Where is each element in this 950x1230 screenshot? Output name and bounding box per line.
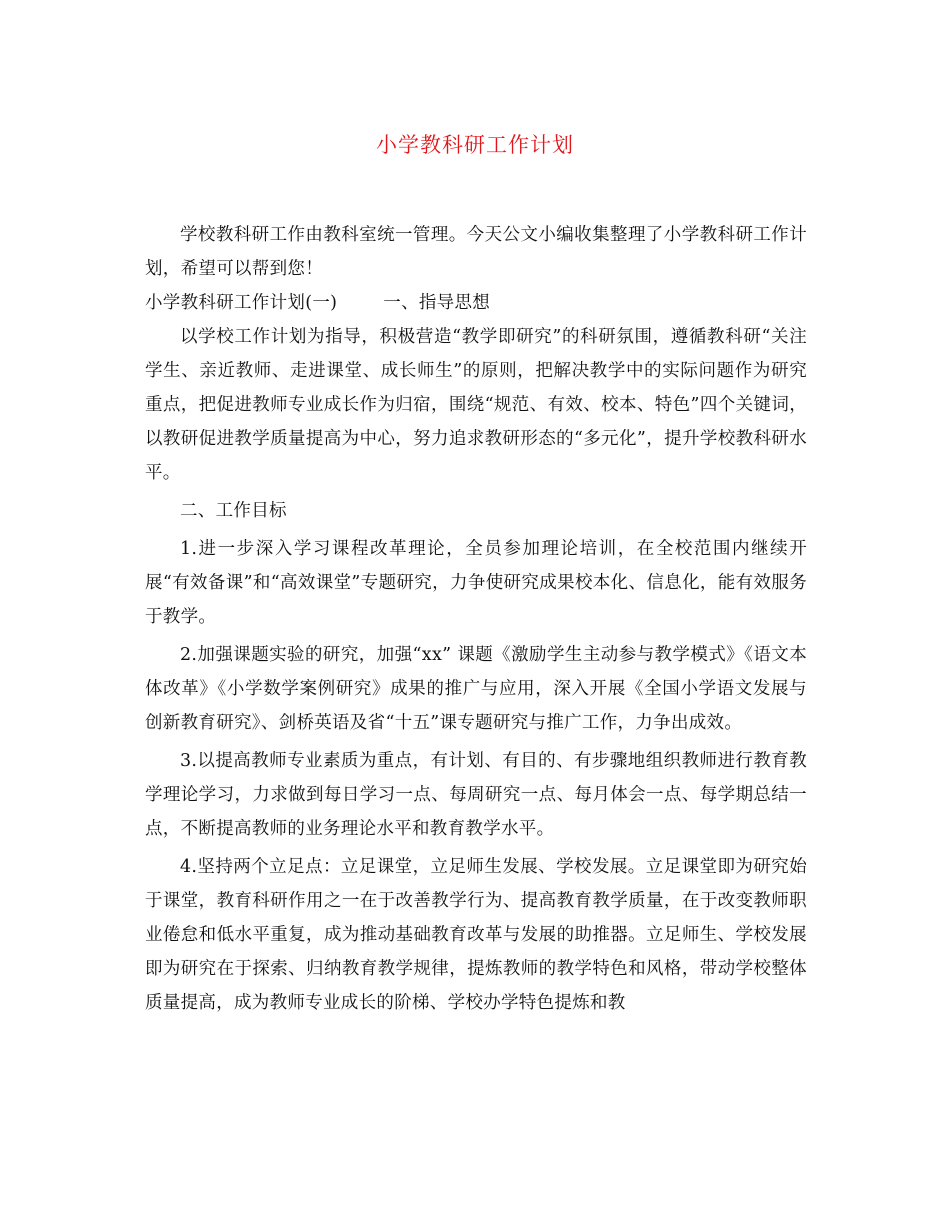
plan-heading: 小学教科研工作计划(一) xyxy=(145,293,338,313)
goal-2-paragraph: 2.加强课题实验的研究，加强“xx” 课题《激励学生主动参与教学模式》《语文本体改革》《小学数学案例研究》成果的推广与应用，深入开展《全国小学语文发展与创新教育研究》、剑桥英语及省“十五”课专题研究与推广工作，力争出成效。 xyxy=(145,645,807,733)
goal-4-paragraph: 4.坚持两个立足点：立足课堂，立足师生发展、学校发展。立足课堂即为研究始于课堂，教育科研作用之一在于改善教学行为、提高教育教学质量，在于改变教师职业倦怠和低水平重复，成为推动基础教育改革与发展的助推器。立足师生、学校发展即为研究在于探索、归纳教育教学规律，提炼教师的教学特色和风格，带动学校整体质量提高，成为教师专业成长的阶梯、学校办学特色提炼和教 xyxy=(145,857,807,1013)
section1-heading: 一、指导思想 xyxy=(383,293,491,313)
plan-heading-line xyxy=(145,286,807,320)
intro-paragraph: 学校教科研工作由教科室统一管理。今天公文小编收集整理了小学教科研工作计划，希望可以帮到您！ xyxy=(145,225,807,279)
goal-3-paragraph: 3.以提高教师专业素质为重点，有计划、有目的、有步骤地组织教师进行教育教学理论学习，力求做到每日学习一点、每周研究一点、每月体会一点、每学期总结一点，不断提高教师的业务理论水平和教育教学水平。 xyxy=(145,751,807,839)
section1-paragraph: 以学校工作计划为指导，积极营造“教学即研究”的科研氛围，遵循教科研“关注学生、亲近教师、走进课堂、成长师生”的原则，把解决教学中的实际问题作为研究重点，把促进教师专业成长作为归宿，围绕“规范、有效、校本、特色”四个关键词，以教研促进教学质量提高为中心，努力追求教研形态的“多元化”，提升学校教科研水平。 xyxy=(145,327,807,483)
document-title: 小学教科研工作计划 xyxy=(376,133,574,157)
section2-heading: 二、工作目标 xyxy=(180,501,287,521)
document-body xyxy=(145,218,807,1020)
goal-1-paragraph: 1.进一步深入学习课程改革理论，全员参加理论培训，在全校范围内继续开展“有效备课”和“高效课堂”专题研究，力争使研究成果校本化、信息化，能有效服务于教学。 xyxy=(145,539,807,627)
